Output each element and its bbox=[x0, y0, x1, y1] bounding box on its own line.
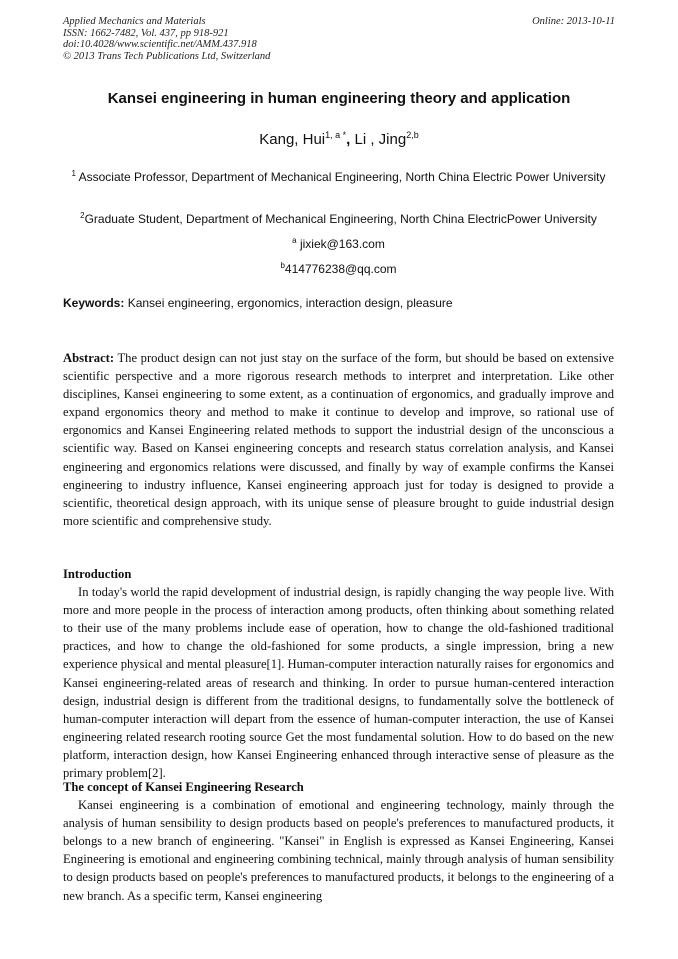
keywords-label: Keywords: bbox=[63, 296, 125, 310]
concept-section bbox=[63, 778, 614, 905]
introduction-heading: Introduction bbox=[63, 567, 132, 581]
author-1-name: Kang, Hui bbox=[259, 131, 326, 148]
keywords-text: Kansei engineering, ergonomics, interaction design, pleasure bbox=[124, 296, 453, 310]
email-2-mark: b bbox=[280, 261, 285, 270]
author-1-marks: 1, a * bbox=[325, 130, 347, 140]
email-2-text: 414776238@qq.com bbox=[284, 262, 397, 276]
copyright-line: © 2013 Trans Tech Publications Ltd, Switzerland bbox=[63, 50, 271, 62]
introduction-section bbox=[63, 565, 614, 782]
abstract bbox=[63, 349, 614, 530]
doi-line: doi:10.4028/www.scientific.net/AMM.437.918 bbox=[63, 39, 257, 50]
email-1 bbox=[63, 232, 614, 253]
affiliation-1 bbox=[63, 165, 614, 186]
online-date: Online: 2013-10-11 bbox=[532, 16, 615, 27]
concept-paragraph: Kansei engineering is a combination of emotional and engineering technology, mainly through the analysis of human sensibility to design products based on people's preferences to manufactured products, it belongs to a new branch of engineering. "Kansei" in English is expressed as Kansei Engineering, Kansei Engineering is emotional and engineering combining technical, mainly through analysis of human sensibility to design products based on people's preferences to manufactured products, it belongs to the engineering of a new branch. As a specific term, Kansei engineering bbox=[63, 798, 614, 903]
issn-line: ISSN: 1662-7482, Vol. 437, pp 918-921 bbox=[63, 27, 229, 39]
journal-header bbox=[63, 16, 270, 62]
email-1-text: jixiek@163.com bbox=[296, 237, 385, 251]
introduction-paragraph: In today's world the rapid development of industrial design, is rapidly changing the way people live. With more and more people in the process of interaction among products, often thinking about something related to their use of the many problems include ease of operation, how to change the old-fashioned traditional practices, and how to change the old-fashioned for some products, a single impression, bring a new experience physical and mental pleasure[1]. Human-computer interaction naturally raises for ergonomics and Kansei engineering-related areas of research and thinking. In order to pursue human-centered interaction design, industrial design is different from the traditional designs, to fundamentally solve the bottleneck of human-computer interaction will depart from the essence of human-computer interaction, the use of Kansei engineering related research rooting source Get the most fundamental solution. How to do based on the new platform, interaction design, how Kansei Engineering enhanced through interactive sense of pleasure as the primary problem[2]. bbox=[63, 585, 614, 781]
concept-heading: The concept of Kansei Engineering Research bbox=[63, 780, 304, 794]
abstract-text: The product design can not just stay on the surface of the form, but should be based on extensive scientific perspective and a more rigorous research methods to interpret and interpretation. Like other disciplines, Kansei engineering to some extent, as a continuation of ergonomics, and gradually improve and expand ergonomics theory and method to make it continue to develop and improve, so rational use of ergonomics and Kansei Engineering related methods to support the industrial design of the unconscious a scientific way. Based on Kansei engineering concepts and research status correlation analysis, and Kansei engineering and ergonomics relations were discussed, and finally by way of example confirms the Kansei engineering to industry influence, Kansei engineering approach just for today is designed to provide a scientific, theoretical design approach, with its unique sense of pleasure brought to guide industrial design more scientific and comprehensive study. bbox=[63, 351, 614, 528]
author-2-marks: 2,b bbox=[406, 130, 419, 140]
affiliation-2 bbox=[63, 207, 614, 228]
journal-name: Applied Mechanics and Materials bbox=[63, 16, 206, 27]
email-1-mark: a bbox=[292, 236, 297, 245]
keywords bbox=[63, 296, 623, 310]
email-2 bbox=[63, 257, 614, 278]
affiliation-2-mark: 2 bbox=[80, 211, 85, 220]
paper-title: Kansei engineering in human engineering theory and application bbox=[107, 90, 571, 107]
affiliation-1-mark: 1 bbox=[71, 169, 76, 178]
author-separator: , bbox=[346, 131, 351, 148]
author-line bbox=[0, 130, 678, 148]
abstract-label: Abstract: bbox=[63, 351, 115, 365]
affiliation-1-text: Associate Professor, Department of Mechanical Engineering, North China Electric Power University bbox=[75, 170, 606, 184]
affiliation-2-text: Graduate Student, Department of Mechanical Engineering, North China ElectricPower University bbox=[84, 212, 597, 226]
author-2-name: Li , Jing bbox=[350, 131, 407, 148]
